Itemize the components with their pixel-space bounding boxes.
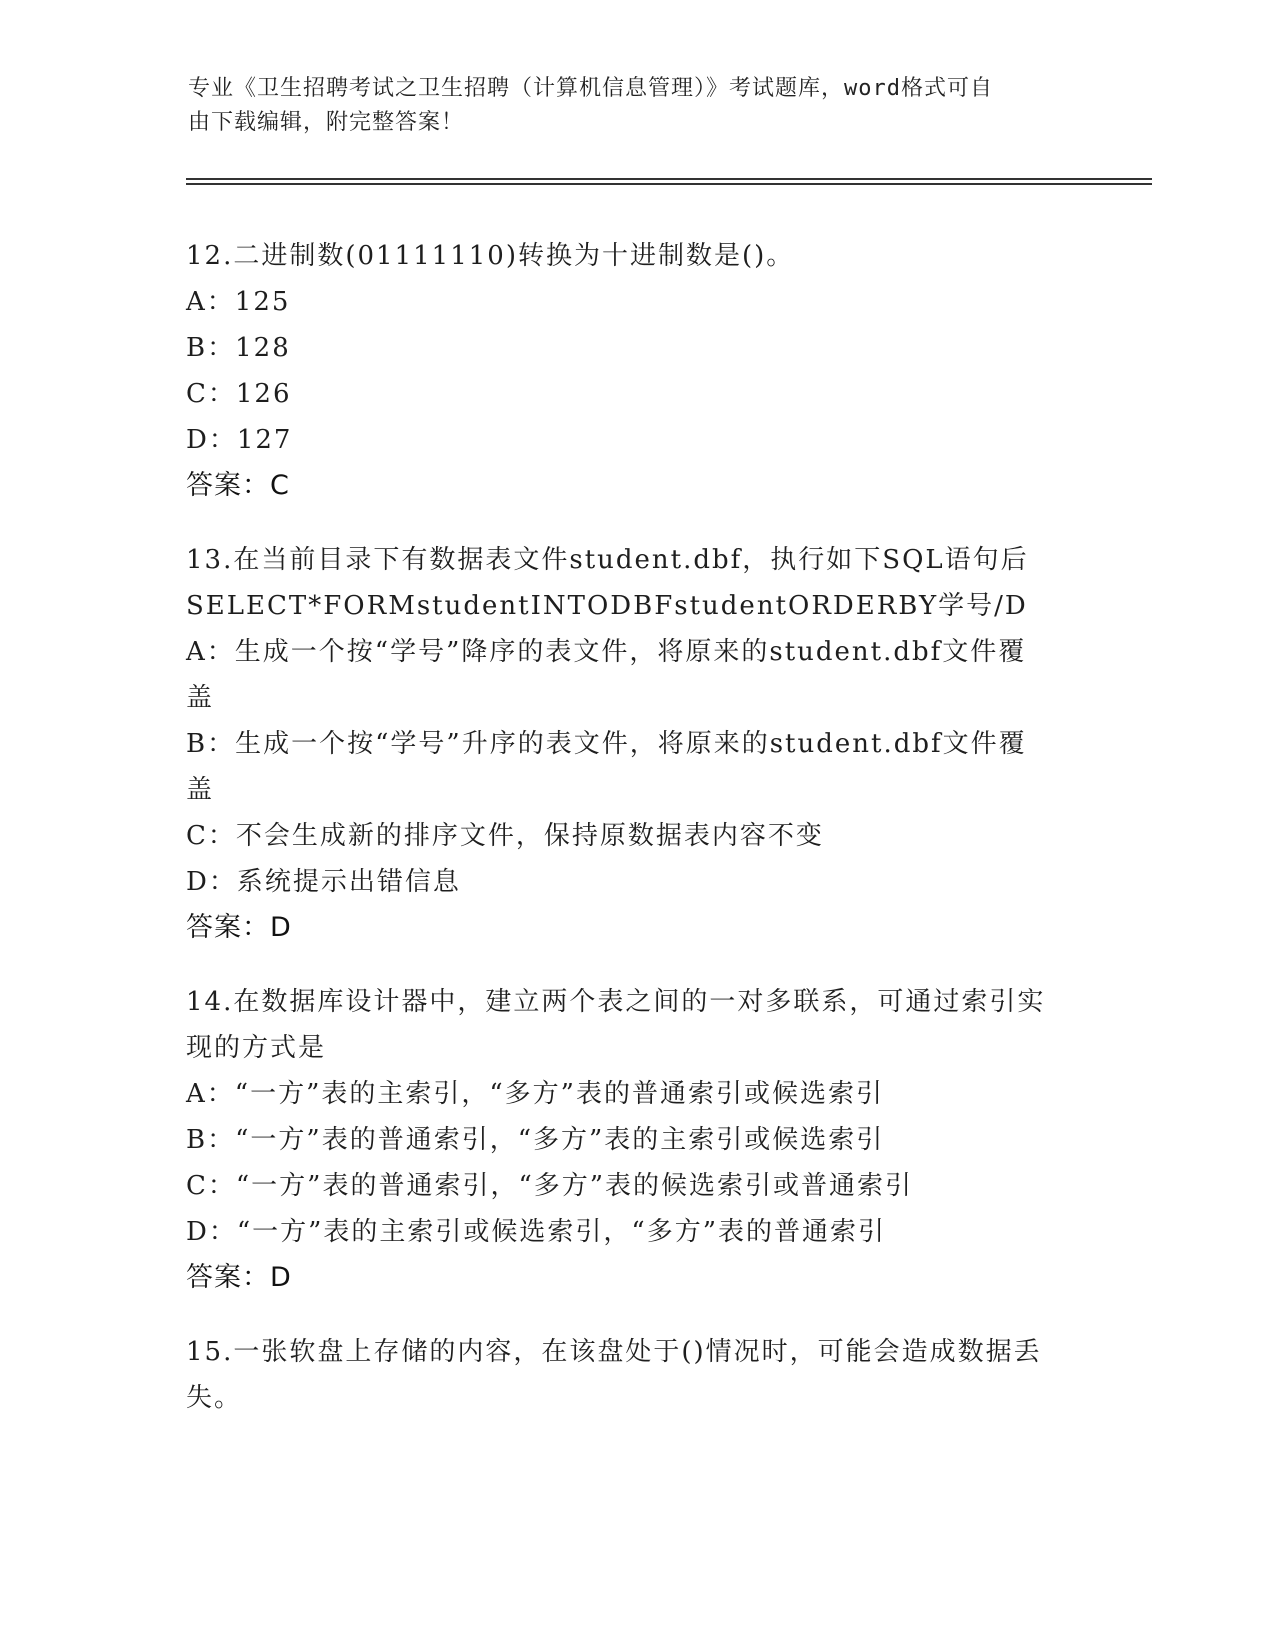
option-a-continued: 盖 [186, 683, 215, 713]
answer-line: 答案：D [186, 912, 292, 943]
option-a: A：“一方”表的主索引，“多方”表的普通索引或候选索引 [186, 1079, 884, 1109]
option-d: D：系统提示出错信息 [186, 867, 461, 897]
answer-line: 答案：C [186, 470, 290, 501]
question-13 [186, 537, 1086, 951]
option-d: D：“一方”表的主索引或候选索引，“多方”表的普通索引 [186, 1217, 887, 1247]
question-12 [186, 233, 1086, 509]
header-line-2: 由下载编辑，附完整答案！ [188, 110, 465, 135]
header-divider-top [186, 178, 1152, 180]
option-a: A：生成一个按“学号”降序的表文件，将原来的student.dbf文件覆 [186, 637, 1027, 667]
option-c: C：126 [186, 379, 292, 409]
option-b: B：生成一个按“学号”升序的表文件，将原来的student.dbf文件覆 [186, 729, 1027, 759]
question-14 [186, 979, 1086, 1301]
question-text: 15.一张软盘上存储的内容，在该盘处于()情况时，可能会造成数据丢 [186, 1337, 1042, 1367]
question-text: 14.在数据库设计器中，建立两个表之间的一对多联系，可通过索引实 [186, 987, 1046, 1017]
document-header [188, 72, 1088, 140]
question-text-continued: 现的方式是 [186, 1033, 327, 1063]
question-15 [186, 1329, 1086, 1421]
option-b: B：128 [186, 333, 291, 363]
option-c: C：不会生成新的排序文件，保持原数据表内容不变 [186, 821, 824, 851]
header-line-1: 专业《卫生招聘考试之卫生招聘（计算机信息管理）》考试题库，word格式可自 [188, 76, 993, 101]
question-text-continued: 失。 [186, 1383, 243, 1413]
option-b-continued: 盖 [186, 775, 215, 805]
question-text-continued: SELECT*FORMstudentINTODBFstudentORDERBY学号/D [186, 591, 1028, 621]
option-c: C：“一方”表的普通索引，“多方”表的候选索引或普通索引 [186, 1171, 914, 1201]
option-d: D：127 [186, 425, 293, 455]
question-list [186, 233, 1086, 1449]
question-text: 13.在当前目录下有数据表文件student.dbf，执行如下SQL语句后 [186, 545, 1029, 575]
header-divider-bottom [186, 183, 1152, 185]
question-text: 12.二进制数(01111110)转换为十进制数是()。 [186, 241, 795, 271]
option-b: B：“一方”表的普通索引，“多方”表的主索引或候选索引 [186, 1125, 885, 1155]
option-a: A：125 [186, 287, 291, 317]
answer-line: 答案：D [186, 1262, 292, 1293]
